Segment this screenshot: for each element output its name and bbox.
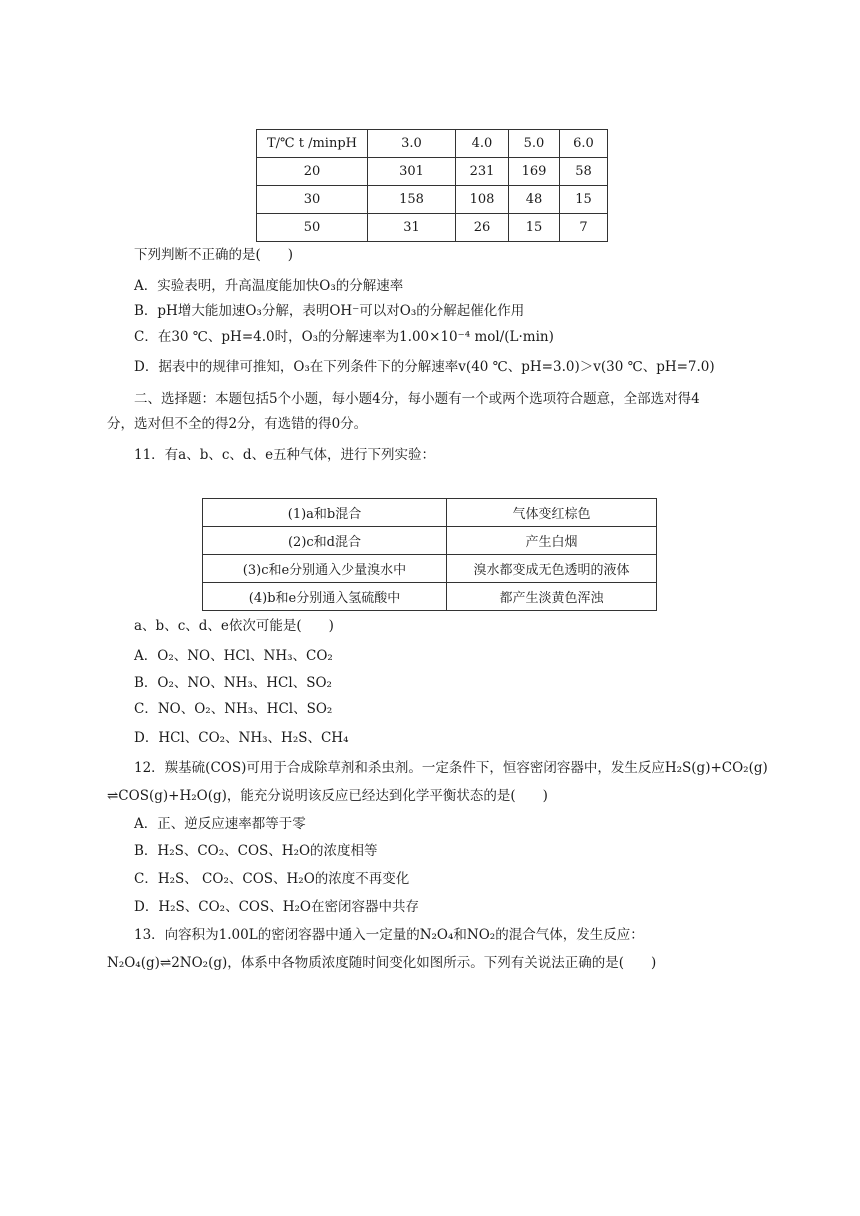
table-header-row (257, 130, 608, 158)
q12-stem: 12．羰基硫(COS)可用于合成除草剂和杀虫剂。一定条件下，恒容密闭容器中，发生反应H₂S(g)+CO₂(g) (134, 760, 768, 776)
table-cell: 20 (257, 158, 368, 186)
table-cell: 15 (509, 214, 560, 242)
table-row (257, 186, 608, 214)
table-cell: 15 (560, 186, 608, 214)
q10-option-b: B．pH增大能加速O₃分解，表明OH⁻可以对O₃的分解起催化作用 (134, 303, 525, 319)
table-cell: 58 (560, 158, 608, 186)
table-cell: 都产生淡黄色浑浊 (447, 583, 657, 611)
table-cell: 301 (368, 158, 456, 186)
table-row (203, 527, 657, 555)
table-cell: 6.0 (560, 130, 608, 158)
q12-option-c: C．H₂S、 CO₂、COS、H₂O的浓度不再变化 (134, 871, 410, 887)
table-row (203, 499, 657, 527)
q11-option-a: A．O₂、NO、HCl、NH₃、CO₂ (134, 648, 333, 664)
ozone-decomposition-table (256, 129, 608, 242)
section2-instructions: 二、选择题：本题包括5个小题，每小题4分，每小题有一个或两个选项符合题意，全部选对得4 (134, 391, 700, 407)
section2-instructions-cont: 分，选对但不全的得2分，有选错的得0分。 (107, 416, 368, 432)
q12-stem-cont: ⇌COS(g)+H₂O(g)，能充分说明该反应已经达到化学平衡状态的是( ) (107, 788, 548, 804)
table-cell: 7 (560, 214, 608, 242)
table-cell: T/℃ t /minpH (257, 130, 368, 158)
table-cell: 30 (257, 186, 368, 214)
table-cell: (3)c和e分别通入少量溴水中 (203, 555, 447, 583)
q12-option-a: A．正、逆反应速率都等于零 (134, 816, 306, 832)
q11-option-c: C．NO、O₂、NH₃、HCl、SO₂ (134, 701, 333, 717)
table-row (257, 214, 608, 242)
table-cell: 158 (368, 186, 456, 214)
table-cell: (4)b和e分别通入氢硫酸中 (203, 583, 447, 611)
table-row (257, 158, 608, 186)
table-row (203, 555, 657, 583)
q10-option-c: C．在30 ℃、pH=4.0时，O₃的分解速率为1.00×10⁻⁴ mol/(L·min) (134, 329, 554, 345)
table-cell: (1)a和b混合 (203, 499, 447, 527)
q11-option-b: B．O₂、NO、NH₃、HCl、SO₂ (134, 675, 332, 691)
table-cell: (2)c和d混合 (203, 527, 447, 555)
table-cell: 26 (456, 214, 509, 242)
q10-stem: 下列判断不正确的是( ) (134, 247, 294, 263)
table-cell: 5.0 (509, 130, 560, 158)
q10-option-d: D．据表中的规律可推知，O₃在下列条件下的分解速率v(40 ℃、pH=3.0)＞v(30 ℃、pH=7.0) (134, 359, 715, 375)
q13-stem-cont: N₂O₄(g)⇌2NO₂(g)，体系中各物质浓度随时间变化如图所示。下列有关说法正确的是( ) (107, 955, 657, 971)
q10-option-a: A．实验表明，升高温度能加快O₃的分解速率 (134, 278, 404, 294)
q11-option-d: D．HCl、CO₂、NH₃、H₂S、CH₄ (134, 730, 349, 746)
table-cell: 31 (368, 214, 456, 242)
q12-option-b: B．H₂S、CO₂、COS、H₂O的浓度相等 (134, 843, 378, 859)
table-cell: 产生白烟 (447, 527, 657, 555)
table-cell: 溴水都变成无色透明的液体 (447, 555, 657, 583)
table-cell: 3.0 (368, 130, 456, 158)
q11-ask: a、b、c、d、e依次可能是( ) (134, 618, 334, 634)
q13-stem: 13．向容积为1.00L的密闭容器中通入一定量的N₂O₄和NO₂的混合气体，发生反应： (134, 927, 644, 943)
table-row (203, 583, 657, 611)
table-cell: 4.0 (456, 130, 509, 158)
table-cell: 108 (456, 186, 509, 214)
q11-stem: 11．有a、b、c、d、e五种气体，进行下列实验： (134, 447, 436, 463)
table-cell: 50 (257, 214, 368, 242)
table-cell: 231 (456, 158, 509, 186)
q12-option-d: D．H₂S、CO₂、COS、H₂O在密闭容器中共存 (134, 899, 419, 915)
gas-experiment-table (202, 498, 657, 611)
table-cell: 气体变红棕色 (447, 499, 657, 527)
table-cell: 169 (509, 158, 560, 186)
table-cell: 48 (509, 186, 560, 214)
